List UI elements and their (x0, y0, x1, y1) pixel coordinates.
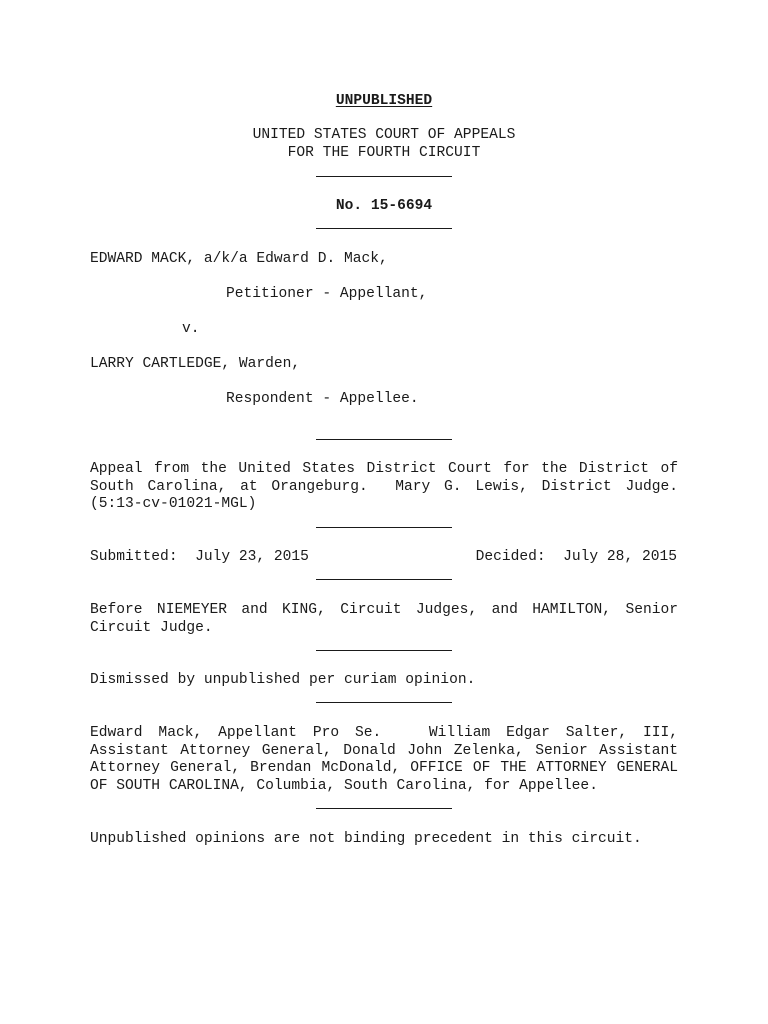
counsel-line: OF SOUTH CAROLINA, Columbia, South Carolina, for Appellee. (90, 777, 598, 794)
divider-rule (316, 228, 452, 229)
appeal-line: South Carolina, at Orangeburg. Mary G. Lewis, District Judge. (90, 478, 678, 495)
respondent-role: Respondent - Appellee. (226, 391, 419, 407)
court-name-line-2: FOR THE FOURTH CIRCUIT (287, 145, 481, 161)
respondent-name: LARRY CARTLEDGE, Warden, (90, 356, 301, 372)
counsel-line: Assistant Attorney General, Donald John Zelenka, Senior Assistant (90, 742, 678, 759)
panel-line: Before NIEMEYER and KING, Circuit Judges, and HAMILTON, Senior (90, 602, 678, 618)
versus: v. (182, 321, 200, 337)
divider-rule (316, 702, 452, 703)
divider-rule (316, 439, 452, 440)
unpublished-heading: UNPUBLISHED (335, 93, 433, 109)
counsel-paragraph (90, 725, 678, 795)
appeal-line: (5:13-cv-01021-MGL) (90, 496, 257, 513)
divider-rule (316, 527, 452, 528)
precedent-notice: Unpublished opinions are not binding precedent in this circuit. (90, 831, 642, 847)
appeal-paragraph (90, 461, 678, 514)
counsel-line: Attorney General, Brendan McDonald, OFFICE OF THE ATTORNEY GENERAL (90, 760, 678, 777)
petitioner-role: Petitioner - Appellant, (226, 286, 428, 302)
counsel-line: Edward Mack, Appellant Pro Se. William Edgar Salter, III, (90, 725, 678, 741)
court-name-line-1: UNITED STATES COURT OF APPEALS (252, 127, 516, 143)
appeal-line: Appeal from the United States District Court for the District of (90, 461, 678, 477)
divider-rule (316, 579, 452, 580)
petitioner-name: EDWARD MACK, a/k/a Edward D. Mack, (90, 251, 388, 267)
panel-line: Circuit Judge. (90, 619, 213, 636)
decided-date: Decided: July 28, 2015 (475, 549, 677, 565)
divider-rule (316, 176, 452, 177)
panel-paragraph (90, 602, 678, 637)
submitted-date: Submitted: July 23, 2015 (90, 549, 309, 565)
divider-rule (316, 808, 452, 809)
divider-rule (316, 650, 452, 651)
case-number: No. 15-6694 (335, 198, 433, 214)
disposition: Dismissed by unpublished per curiam opinion. (90, 672, 476, 688)
